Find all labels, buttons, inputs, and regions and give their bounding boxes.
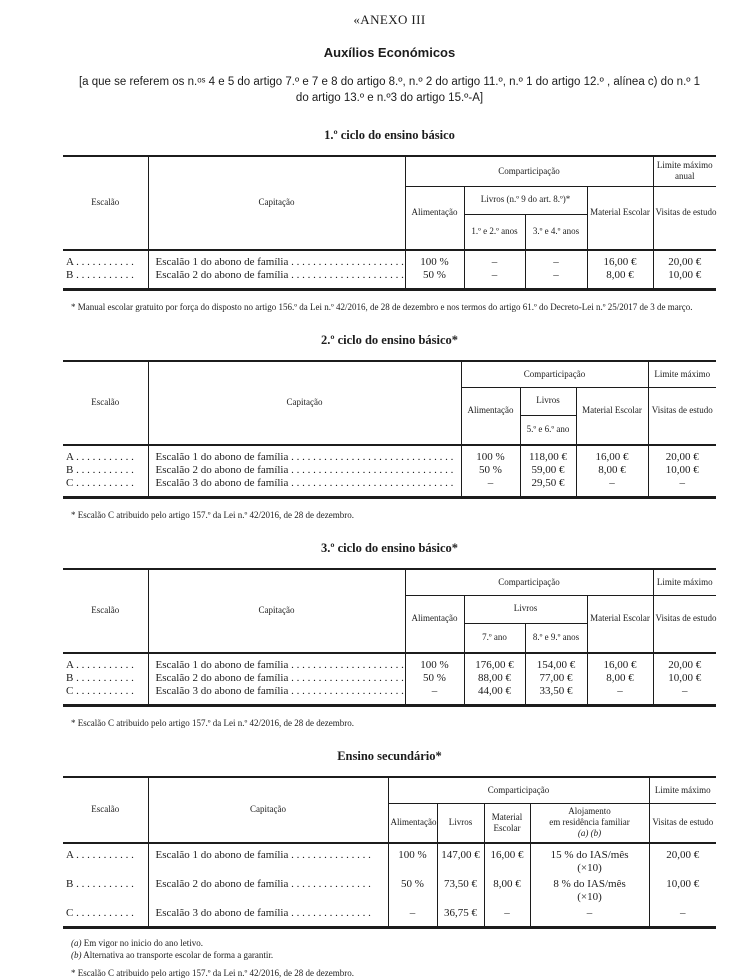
cell-visitas: 10,00 €: [653, 269, 716, 290]
table-row: [63, 445, 716, 464]
col-livros-8-9-anos: 8.º e 9.º anos: [525, 623, 587, 653]
table2-caption: 2.º ciclo do ensino básico*: [320, 333, 459, 347]
col-capitacao: Capitação: [148, 569, 405, 653]
col-comparticipacao: Comparticipação: [388, 777, 649, 803]
table-row: [63, 653, 716, 672]
table3-body: [63, 653, 716, 706]
cell-escalao: B . . . . . . . . . . .: [63, 464, 148, 477]
cell-capitacao: Escalão 2 do abono de família . . . . . . . . . . . . . . .: [148, 875, 388, 904]
table-row: [63, 843, 716, 875]
reference-line-2: do artigo 13.º e n.º3 do artigo 15.º-A]: [295, 92, 484, 104]
table-row: [63, 464, 716, 477]
col-alimentacao: Alimentação: [405, 186, 464, 250]
cell-escalao: A . . . . . . . . . . .: [63, 843, 148, 875]
cell-alimentacao: 50 %: [388, 875, 437, 904]
cell-material: 16,00 €: [484, 843, 530, 875]
table3-caption: 3.º ciclo do ensino básico*: [320, 541, 459, 555]
cell-escalao: C . . . . . . . . . . .: [63, 477, 148, 498]
cell-alimentacao: 100 %: [405, 653, 464, 672]
col-limite-maximo: Limite máximo: [648, 361, 716, 387]
table-row: [63, 477, 716, 498]
cell-material: 16,00 €: [587, 250, 653, 269]
col-capitacao: Capitação: [148, 156, 405, 250]
cell-livros-1-2: –: [464, 250, 525, 269]
table1-caption: 1.º ciclo do ensino básico: [324, 128, 455, 142]
col-material-escolar: Material Escolar: [587, 595, 653, 653]
col-visitas-de-estudo: Visitas de estudo: [649, 803, 716, 843]
cell-escalao: A . . . . . . . . . . .: [63, 653, 148, 672]
table3-header: [63, 569, 716, 653]
col-livros-3-4-anos: 3.º e 4.º anos: [525, 214, 587, 250]
table4-body: [63, 843, 716, 928]
cell-visitas: –: [653, 685, 716, 706]
cell-livros-3-4: –: [525, 250, 587, 269]
table1-body: [63, 250, 716, 290]
cell-capitacao: Escalão 1 do abono de família . . . . . . . . . . . . . . . . . . . . .: [148, 250, 405, 269]
table4-header: [63, 777, 716, 843]
cell-capitacao: Escalão 1 do abono de família . . . . . . . . . . . . . . .: [148, 843, 388, 875]
col-alimentacao: Alimentação: [405, 595, 464, 653]
cell-visitas: 10,00 €: [649, 875, 716, 904]
col-comparticipacao: Comparticipação: [405, 156, 653, 186]
cell-visitas: –: [649, 904, 716, 928]
col-livros: Livros: [464, 595, 587, 623]
cell-visitas: 20,00 €: [649, 843, 716, 875]
cell-livros-7: 88,00 €: [464, 672, 525, 685]
cell-capitacao: Escalão 3 do abono de família . . . . . . . . . . . . . . .: [148, 904, 388, 928]
cell-alimentacao: 100 %: [461, 445, 520, 464]
cell-escalao: C . . . . . . . . . . .: [63, 685, 148, 706]
cell-material: –: [587, 685, 653, 706]
cell-livros: 29,50 €: [520, 477, 576, 498]
cell-capitacao: Escalão 3 do abono de família . . . . . . . . . . . . . . . . . . . . .: [148, 685, 405, 706]
col-alimentacao: Alimentação: [388, 803, 437, 843]
col-limite-maximo-anual: Limite máximo anual: [653, 156, 716, 186]
cell-capitacao: Escalão 2 do abono de família . . . . . . . . . . . . . . . . . . . . .: [148, 672, 405, 685]
col-comparticipacao: Comparticipação: [461, 361, 648, 387]
cell-material: 8,00 €: [587, 672, 653, 685]
table1-header: [63, 156, 716, 250]
table-2nd-cycle: [63, 360, 716, 499]
cell-capitacao: Escalão 2 do abono de família . . . . . . . . . . . . . . . . . . . . .: [148, 269, 405, 290]
cell-material: –: [484, 904, 530, 928]
table-row: [63, 875, 716, 904]
table-row: [63, 904, 716, 928]
col-livros: Livros: [520, 387, 576, 415]
col-capitacao: Capitação: [148, 361, 461, 445]
cell-livros: 147,00 €: [437, 843, 484, 875]
col-capitacao: Capitação: [148, 777, 388, 843]
footnote-star: * Escalão C atribuido pelo artigo 157.º da Lei n.º 42/2016, de 28 de dezembro.: [71, 968, 355, 978]
col-visitas-de-estudo: Visitas de estudo: [653, 595, 716, 653]
table3-footnote: * Escalão C atribuido pelo artigo 157.º da Lei n.º 42/2016, de 28 de dezembro.: [71, 718, 355, 728]
cell-livros-8-9: 33,50 €: [525, 685, 587, 706]
cell-livros-7: 176,00 €: [464, 653, 525, 672]
cell-livros-8-9: 154,00 €: [525, 653, 587, 672]
table-row: [63, 685, 716, 706]
col-alimentacao: Alimentação: [461, 387, 520, 445]
cell-livros-8-9: 77,00 €: [525, 672, 587, 685]
cell-material: 8,00 €: [576, 464, 648, 477]
col-livros-1-2-anos: 1.º e 2.º anos: [464, 214, 525, 250]
col-material-escolar: Material Escolar: [587, 186, 653, 250]
table-row: [63, 269, 716, 290]
table-row: [63, 250, 716, 269]
cell-capitacao: Escalão 1 do abono de família . . . . . . . . . . . . . . . . . . . . .: [148, 653, 405, 672]
doc-subtitle: Auxílios Económicos: [323, 45, 456, 60]
cell-alimentacao: 50 %: [405, 672, 464, 685]
col-material-escolar: Material Escolar: [576, 387, 648, 445]
cell-visitas: 20,00 €: [648, 445, 716, 464]
cell-escalao: C . . . . . . . . . . .: [63, 904, 148, 928]
cell-visitas: –: [648, 477, 716, 498]
cell-visitas: 10,00 €: [653, 672, 716, 685]
col-material-escolar: Material Escolar: [484, 803, 530, 843]
cell-alimentacao: –: [405, 685, 464, 706]
cell-visitas: 10,00 €: [648, 464, 716, 477]
reference-line-1: [a que se referem os n.ᵒˢ 4 e 5 do artigo 7.º e 7 e 8 do artigo 8.º, n.º 2 do artigo 11.º, n.º 1 do artigo 12.º , alínea c) do n.º 1: [78, 76, 701, 88]
cell-alojamento: 15 % do IAS/mês (×10): [530, 843, 649, 875]
cell-alimentacao: 100 %: [405, 250, 464, 269]
cell-livros: 36,75 €: [437, 904, 484, 928]
cell-alojamento: –: [530, 904, 649, 928]
table-row: [63, 672, 716, 685]
col-alojamento: Alojamento em residência familiar (a) (b): [530, 803, 649, 843]
cell-livros-1-2: –: [464, 269, 525, 290]
col-livros: Livros (n.º 9 do art. 8.º)*: [464, 186, 587, 214]
table-3rd-cycle: [63, 568, 716, 707]
cell-alimentacao: –: [388, 904, 437, 928]
cell-escalao: B . . . . . . . . . . .: [63, 269, 148, 290]
cell-alimentacao: –: [461, 477, 520, 498]
cell-escalao: B . . . . . . . . . . .: [63, 672, 148, 685]
col-visitas-de-estudo: Visitas de estudo: [653, 186, 716, 250]
cell-escalao: A . . . . . . . . . . .: [63, 250, 148, 269]
col-livros-5-6-ano: 5.º e 6.º ano: [520, 415, 576, 445]
cell-alojamento: 8 % do IAS/mês (×10): [530, 875, 649, 904]
col-escalao: Escalão: [63, 777, 148, 843]
cell-livros: 118,00 €: [520, 445, 576, 464]
cell-alimentacao: 50 %: [405, 269, 464, 290]
table2-footnote: * Escalão C atribuido pelo artigo 157.º da Lei n.º 42/2016, de 28 de dezembro.: [71, 510, 355, 520]
cell-material: 16,00 €: [587, 653, 653, 672]
cell-capitacao: Escalão 2 do abono de família . . . . . . . . . . . . . . . . . . . . . . . . . . . . . .: [148, 464, 461, 477]
cell-alimentacao: 100 %: [388, 843, 437, 875]
cell-alimentacao: 50 %: [461, 464, 520, 477]
document-content: [63, 0, 716, 979]
table4-footnotes: [71, 937, 716, 979]
annex-title: «ANEXO III: [353, 12, 426, 27]
cell-capitacao: Escalão 3 do abono de família . . . . . . . . . . . . . . . . . . . . . . . . . . . . . .: [148, 477, 461, 498]
col-limite-maximo: Limite máximo: [653, 569, 716, 595]
col-escalao: Escalão: [63, 361, 148, 445]
table2-body: [63, 445, 716, 498]
col-livros: Livros: [437, 803, 484, 843]
cell-livros-3-4: –: [525, 269, 587, 290]
cell-visitas: 20,00 €: [653, 653, 716, 672]
cell-visitas: 20,00 €: [653, 250, 716, 269]
table-secondary-education: [63, 776, 716, 929]
cell-escalao: A . . . . . . . . . . .: [63, 445, 148, 464]
table-1st-cycle: [63, 155, 716, 291]
col-escalao: Escalão: [63, 569, 148, 653]
table1-footnote: * Manual escolar gratuito por força do disposto no artigo 156.º da Lei n.º 42/2016, de 28 de dezembro e nos termos do artigo 61.º do Decreto-Lei n.º 25/2017 de 3 de março.: [71, 302, 693, 312]
cell-livros: 59,00 €: [520, 464, 576, 477]
table4-caption: Ensino secundário*: [337, 749, 442, 763]
cell-material: 8,00 €: [587, 269, 653, 290]
cell-material: –: [576, 477, 648, 498]
cell-escalao: B . . . . . . . . . . .: [63, 875, 148, 904]
cell-material: 16,00 €: [576, 445, 648, 464]
footnote-b: (b) Alternativa ao transporte escolar de forma a garantir.: [71, 950, 274, 960]
cell-livros: 73,50 €: [437, 875, 484, 904]
table2-header: [63, 361, 716, 445]
cell-capitacao: Escalão 1 do abono de família . . . . . . . . . . . . . . . . . . . . . . . . . . . . . .: [148, 445, 461, 464]
col-escalao: Escalão: [63, 156, 148, 250]
col-limite-maximo: Limite máximo: [649, 777, 716, 803]
cell-livros-7: 44,00 €: [464, 685, 525, 706]
cell-material: 8,00 €: [484, 875, 530, 904]
footnote-a: (a) Em vigor no inicio do ano letivo.: [71, 938, 203, 948]
col-visitas-de-estudo: Visitas de estudo: [648, 387, 716, 445]
col-livros-7-ano: 7.º ano: [464, 623, 525, 653]
col-comparticipacao: Comparticipação: [405, 569, 653, 595]
reference-paragraph: [38, 74, 741, 106]
